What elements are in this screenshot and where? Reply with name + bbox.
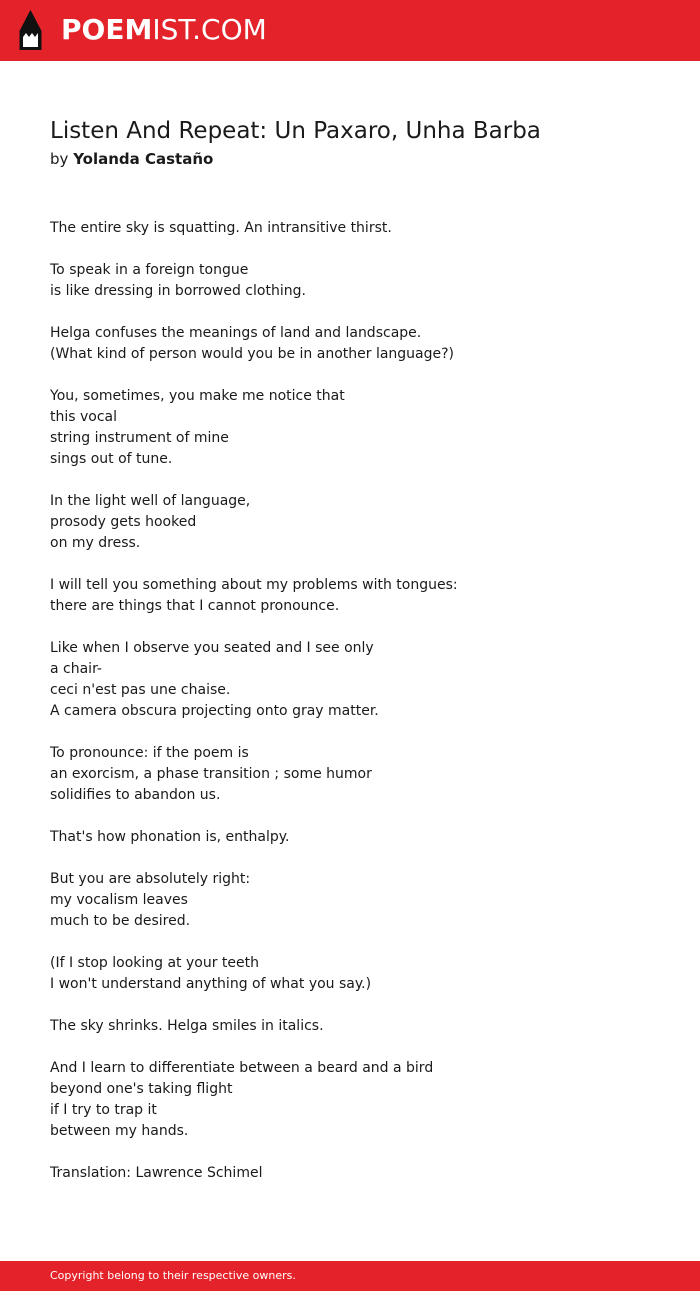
poem-line: much to be desired. [50,913,191,929]
poem-stanza [50,1016,670,1037]
poem-line: (What kind of person would you be in another language?) [50,346,455,362]
brand-bold: POEM [61,13,153,46]
poem-line: prosody gets hooked [50,514,197,530]
poem-line: That's how phonation is, enthalpy. [50,829,290,845]
poem-line: A camera obscura projecting onto gray matter. [50,703,379,719]
poem-title: Listen And Repeat: Un Paxaro, Unha Barba [50,118,541,144]
site-header [0,0,700,61]
poem-stanza [50,386,670,470]
by-prefix: by [50,150,69,168]
byline [50,149,213,169]
poem-line: if I try to trap it [50,1102,157,1118]
copyright-text: Copyright belong to their respective owners. [50,1269,296,1282]
poem-line: To speak in a foreign tongue [50,262,249,278]
poem-line: beyond one's taking flight [50,1081,233,1097]
poem-line: between my hands. [50,1123,189,1139]
poem-stanza [50,827,670,848]
poem-line: sings out of tune. [50,451,173,467]
brand-light: IST.COM [152,13,267,46]
poem-line: on my dress. [50,535,141,551]
poem-line: To pronounce: if the poem is [50,745,249,761]
poem-stanza [50,323,670,365]
poem-line: ceci n'est pas une chaise. [50,682,231,698]
poem-line: The entire sky is squatting. An intransitive thirst. [50,220,392,236]
poem-body [50,218,670,1205]
poem-line: The sky shrinks. Helga smiles in italics. [50,1018,324,1034]
poem-stanza [50,638,670,722]
poem-line: Helga confuses the meanings of land and landscape. [50,325,422,341]
poem-stanza [50,1058,670,1142]
poem-line: I won't understand anything of what you say.) [50,976,372,992]
poem-line: an exorcism, a phase transition ; some humor [50,766,372,782]
poem-line: In the light well of language, [50,493,251,509]
author-link[interactable]: Yolanda Castaño [73,150,214,168]
poem-line: I will tell you something about my problems with tongues: [50,577,458,593]
poem-stanza [50,869,670,932]
poem-line: Like when I observe you seated and I see only [50,640,374,656]
poem-line: is like dressing in borrowed clothing. [50,283,306,299]
poem-line: my vocalism leaves [50,892,188,908]
poem-line: this vocal [50,409,118,425]
poem-line: (If I stop looking at your teeth [50,955,259,971]
poem-line: And I learn to differentiate between a beard and a bird [50,1060,434,1076]
poem-line: string instrument of mine [50,430,229,446]
poem-stanza [50,743,670,806]
poem-stanza [50,491,670,554]
poem-line: You, sometimes, you make me notice that [50,388,345,404]
poem-line: But you are absolutely right: [50,871,251,887]
poem-stanza [50,260,670,302]
site-logo[interactable] [61,13,267,47]
pencil-icon[interactable] [17,9,44,51]
poem-line: Translation: Lawrence Schimel [50,1165,263,1181]
poem-line: a chair- [50,661,102,677]
poem-stanza [50,1163,670,1184]
poem-line: there are things that I cannot pronounce. [50,598,340,614]
poem-stanza [50,575,670,617]
poem-stanza [50,218,670,239]
site-footer [0,1261,700,1291]
poem-stanza [50,953,670,995]
poem-line: solidifies to abandon us. [50,787,221,803]
